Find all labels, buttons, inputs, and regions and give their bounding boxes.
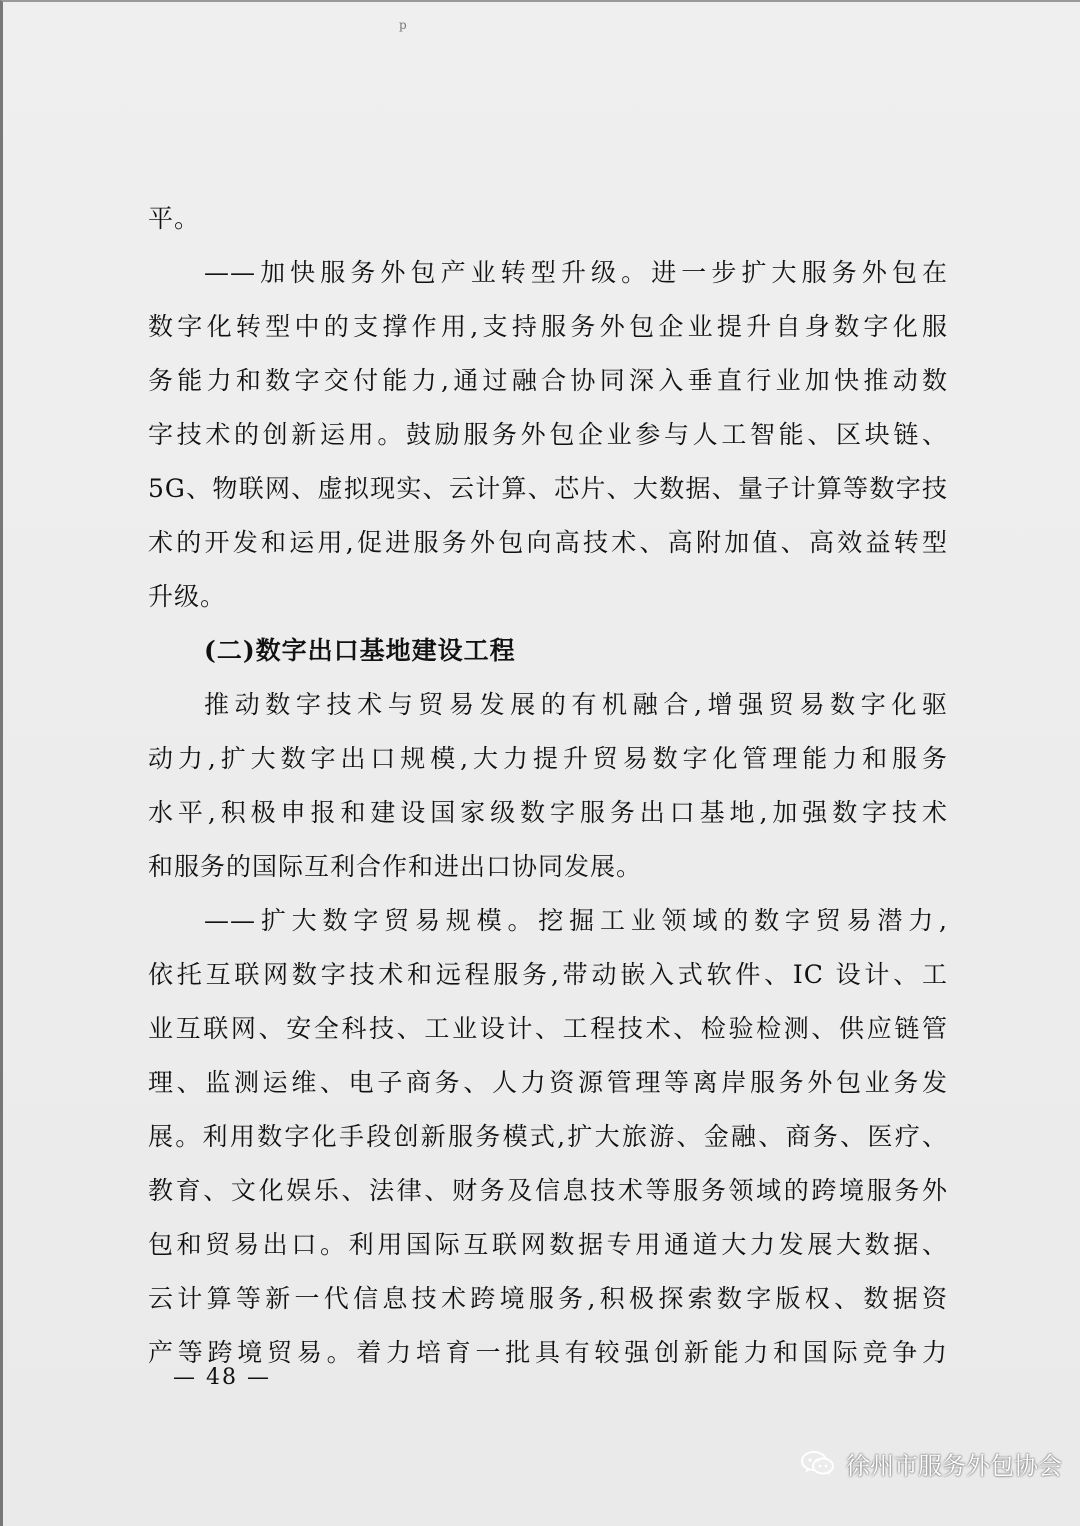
text-line-21: 云计算等新一代信息技术跨境服务,积极探索数字版权、数据资: [148, 1284, 948, 1313]
text-line-20: 包和贸易出口。利用国际互联网数据专用通道大力发展大数据、: [148, 1230, 948, 1259]
text-line-15: 依托互联网数字技术和远程服务,带动嵌入式软件、IC 设计、工: [148, 960, 948, 989]
text-line-18: 展。利用数字化手段创新服务模式,扩大旅游、金融、商务、医疗、: [148, 1122, 948, 1151]
scan-speck: p: [399, 18, 407, 32]
text-line-12: 水平,积极申报和建设国家级数字服务出口基地,加强数字技术: [148, 798, 948, 827]
text-line-19: 教育、文化娱乐、法律、财务及信息技术等服务领域的跨境服务外: [148, 1176, 948, 1205]
section-heading: (二)数字出口基地建设工程: [204, 636, 516, 665]
text-line-1: 平。: [148, 204, 201, 233]
text-line-22: 产等跨境贸易。着力培育一批具有较强创新能力和国际竞争力: [148, 1338, 948, 1367]
page-number: — 48 —: [173, 1365, 271, 1390]
text-line-8: 升级。: [148, 582, 227, 611]
wechat-icon: [800, 1450, 836, 1478]
text-line-11: 动力,扩大数字出口规模,大力提升贸易数字化管理能力和服务: [148, 744, 948, 773]
text-line-14: ——扩大数字贸易规模。挖掘工业领域的数字贸易潜力,: [204, 906, 948, 935]
watermark: [800, 1446, 1062, 1481]
watermark-text: 徐州市服务外包协会: [846, 1452, 1062, 1480]
text-line-17: 理、监测运维、电子商务、人力资源管理等离岸服务外包业务发: [148, 1068, 948, 1097]
document-body: [148, 192, 948, 1380]
text-line-6: 5G、物联网、虚拟现实、云计算、芯片、大数据、量子计算等数字技: [148, 474, 948, 503]
text-line-3: 数字化转型中的支撑作用,支持服务外包企业提升自身数字化服: [148, 312, 948, 341]
text-line-4: 务能力和数字交付能力,通过融合协同深入垂直行业加快推动数: [148, 366, 948, 395]
text-line-10: 推动数字技术与贸易发展的有机融合,增强贸易数字化驱: [204, 690, 948, 719]
text-line-5: 字技术的创新运用。鼓励服务外包企业参与人工智能、区块链、: [148, 420, 948, 449]
text-line-7: 术的开发和运用,促进服务外包向高技术、高附加值、高效益转型: [148, 528, 948, 557]
text-line-2: ——加快服务外包产业转型升级。进一步扩大服务外包在: [204, 258, 948, 287]
text-line-16: 业互联网、安全科技、工业设计、工程技术、检验检测、供应链管: [148, 1014, 948, 1043]
text-line-13: 和服务的国际互利合作和进出口协同发展。: [148, 852, 643, 881]
